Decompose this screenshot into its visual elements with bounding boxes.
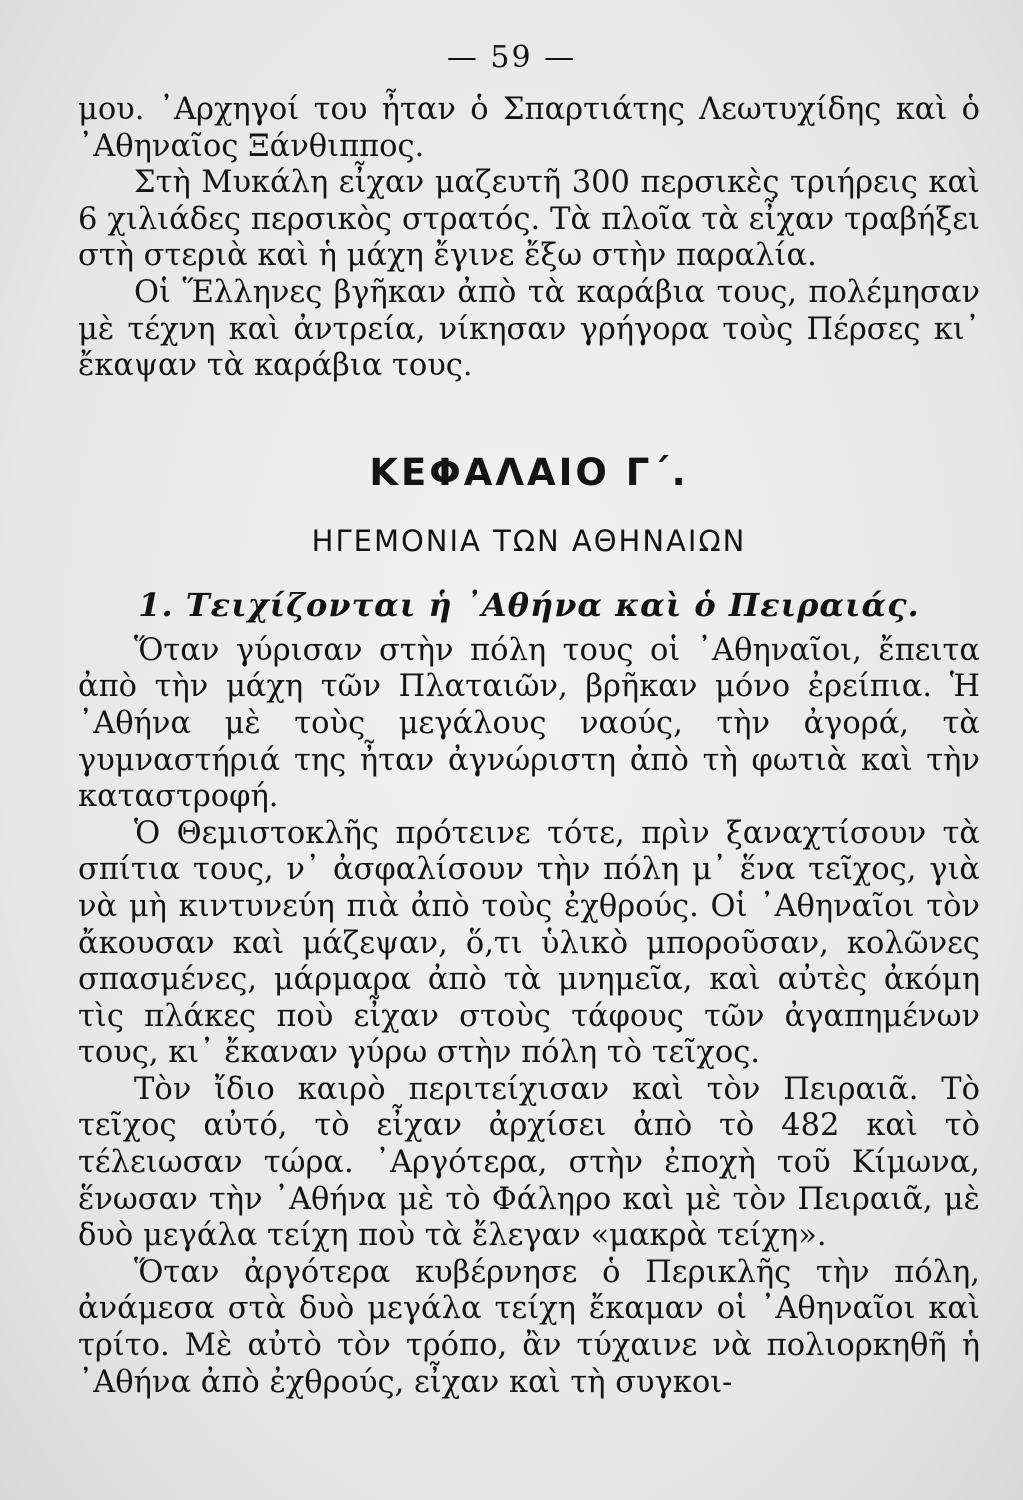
section-title: 1. Τειχίζονται ἡ ᾿Αθήνα καὶ ὁ Πειραιάς. bbox=[138, 585, 920, 624]
chapter-title: ΚΕΦΑΛΑΙΟ Γ΄. bbox=[369, 450, 689, 494]
paragraph-themistocles: Ὁ Θεμιστοκλῆς πρότεινε τότε, πρὶν ξαναχτίσουν τὰ σπίτια τους, ν᾿ ἀσφαλίσουν τὴν πόλη μ᾿ ἕνα τεῖχος, γιὰ νὰ μὴ κιντυνεύη πιὰ ἀπὸ τοὺς ἐχθρούς. Οἱ ᾿Αθηναῖοι τὸν ἄκουσαν καὶ μάζεψαν, ὅ,τι ὑλικὸ μποροῦσαν, κολῶνες σπασμένες, μάρμαρα ἀπὸ τὰ μνημεῖα, καὶ αὐτὲς ἀκόμη τὶς πλάκες ποὺ εἶχαν στοὺς τάφους τῶν ἀγαπημένων τους, κι᾿ ἔκαναν γύρω στὴν πόλη τὸ τεῖχος. bbox=[78, 815, 980, 1071]
page-body bbox=[78, 92, 980, 1401]
paragraph-ruins: Ὅταν γύρισαν στὴν πόλη τους οἱ ᾿Αθηναῖοι, ἔπειτα ἀπὸ τὴν μάχη τῶν Πλαταιῶν, βρῆκαν μόνο ἐρείπια. Ἡ ᾿Αθήνα μὲ τοὺς μεγάλους ναούς, τὴν ἀγορά, τὰ γυμναστήριά της ἦταν ἀγνώριστη ἀπὸ τὴ φωτιὰ καὶ τὴν καταστροφή. bbox=[78, 632, 980, 815]
paragraph-pericles: Ὅταν ἀργότερα κυβέρνησε ὁ Περικλῆς τὴν πόλη, ἀνάμεσα στὰ δυὸ μεγάλα τείχη ἔκαμαν οἱ ᾿Αθηναῖοι καὶ τρίτο. Μὲ αὐτὸ τὸν τρόπο, ἂν τύχαινε νὰ πολιορκηθῆ ἡ ᾿Αθήνα ἀπὸ ἐχθρούς, εἶχαν καὶ τὴ συγκοι- bbox=[78, 1254, 980, 1400]
paragraph-piraeus: Τὸν ἴδιο καιρὸ περιτείχισαν καὶ τὸν Πειραιᾶ. Τὸ τεῖχος αὐτό, τὸ εἶχαν ἀρχίσει ἀπὸ τὸ 482 καὶ τὸ τέλειωσαν τώρα. ᾿Αργότερα, στὴν ἐποχὴ τοῦ Κίμωνα, ἕνωσαν τὴν ᾿Αθήνα μὲ τὸ Φάληρο καὶ μὲ τὸν Πειραιᾶ, μὲ δυὸ μεγάλα τείχη ποὺ τὰ ἔλεγαν «μακρὰ τείχη». bbox=[78, 1071, 980, 1254]
paragraph-battle: Οἱ Ἕλληνες βγῆκαν ἀπὸ τὰ καράβια τους, πολέμησαν μὲ τέχνη καὶ ἀντρεία, νίκησαν γρήγορα τοὺς Πέρσες κι᾿ ἔκαψαν τὰ καράβια τους. bbox=[78, 274, 980, 384]
paragraph-continuation: μου. ᾿Αρχηγοί του ἦταν ὁ Σπαρτιάτης Λεωτυχίδης καὶ ὁ ᾿Αθηναῖος Ξάνθιππος. bbox=[78, 92, 980, 164]
page-number: — 59 — bbox=[446, 40, 577, 75]
paragraph-mykale: Στὴ Μυκάλη εἶχαν μαζευτῆ 300 περσικὲς τριήρεις καὶ 6 χιλιάδες περσικὸς στρατός. Τὰ πλοῖα τὰ εἶχαν τραβήξει στὴ στεριὰ καὶ ἡ μάχη ἔγινε ἔξω στὴν παραλία. bbox=[78, 165, 980, 274]
chapter-subtitle: ΗΓΕΜΟΝΙΑ ΤΩΝ ΑΘΗΝΑΙΩΝ bbox=[311, 523, 747, 558]
